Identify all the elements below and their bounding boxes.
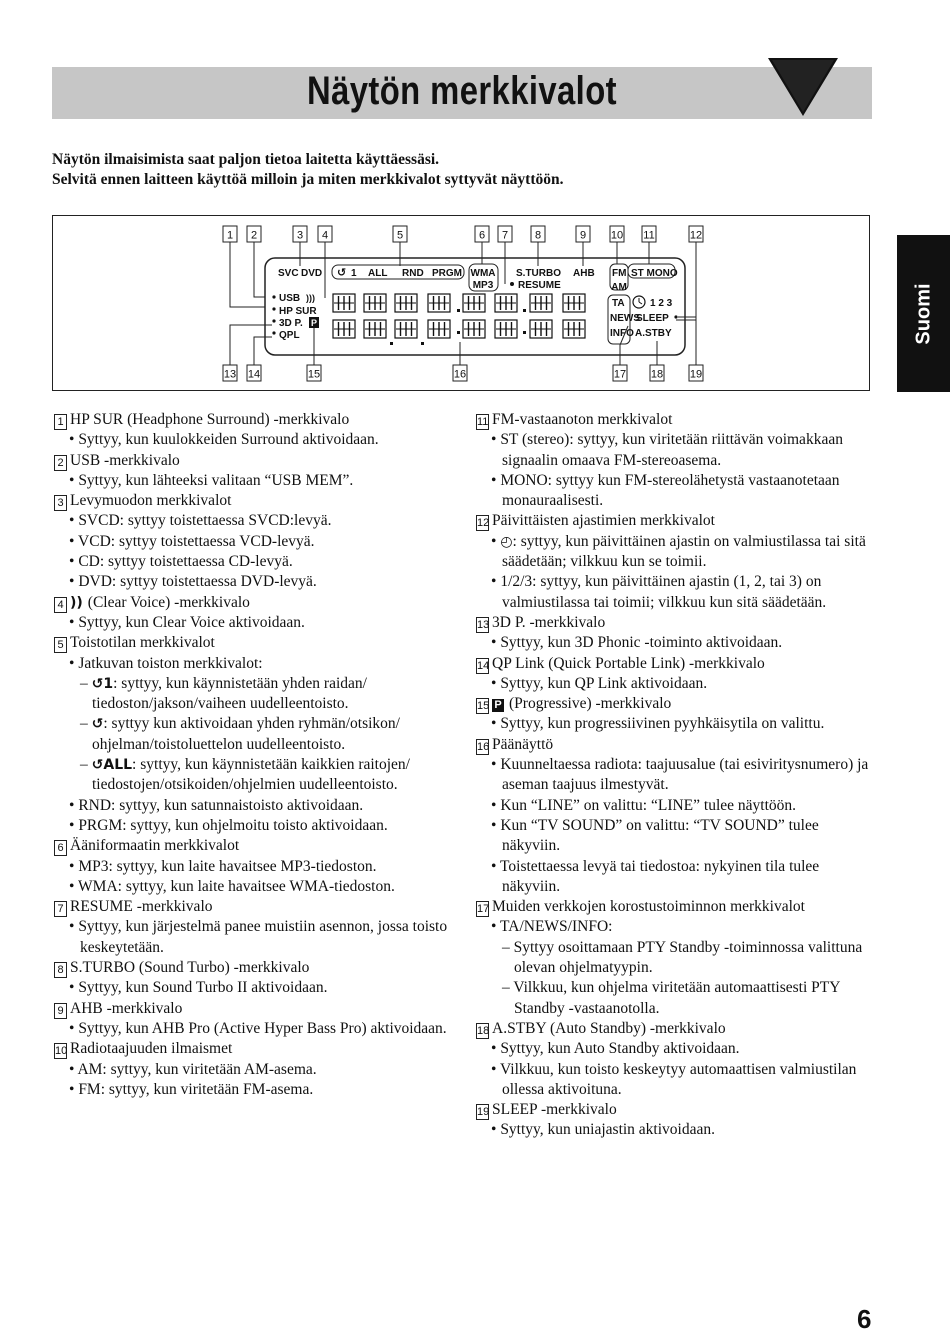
left-column	[54, 410, 459, 1100]
entry-title: Ääniformaatin merkkivalot	[70, 837, 240, 855]
sub-item	[54, 755, 459, 796]
entry	[476, 1019, 876, 1100]
item-text: MONO: syttyy kun FM-stereolähetystä vastaanotetaan monauraalisesti.	[500, 471, 840, 510]
language-tab	[897, 235, 950, 392]
dvd-indicator: DVD	[301, 268, 323, 279]
entry-title: RESUME -merkkivalo	[70, 898, 213, 916]
entry-title: A.STBY (Auto Standby) -merkkivalo	[492, 1019, 726, 1037]
item-text: Syttyy, kun AHB Pro (Active Hyper Bass Pro) aktivoidaan.	[78, 1019, 447, 1037]
intro-line: Näytön ilmaisimista saat paljon tietoa laitetta käyttäessäsi.	[52, 151, 440, 168]
entry-heading	[54, 1039, 459, 1059]
bullet-item	[476, 572, 876, 613]
bullet-item	[54, 1060, 459, 1080]
entry-heading	[476, 694, 876, 714]
leader-line	[254, 242, 265, 297]
item-text: Kun “TV SOUND” on valittu: “TV SOUND” tulee näkyviin.	[500, 816, 819, 855]
callout-number: 14	[477, 659, 490, 672]
bullet-item	[54, 654, 459, 674]
bullet-item	[54, 816, 459, 836]
entry-heading	[54, 633, 459, 653]
page-number: 6	[857, 1304, 872, 1334]
item-text: Toistettaessa levyä tai tiedostoa: nykyinen tila tulee näkyviin.	[500, 857, 820, 895]
entry-heading	[54, 958, 459, 978]
item-text: Vilkkuu, kun ohjelma viritetään automaattisesti PTY Standby -vastaanotolla.	[513, 979, 840, 1017]
callout-number: 10	[55, 1045, 68, 1058]
entry-heading	[54, 897, 459, 917]
indicator-dot	[272, 295, 275, 298]
item-text: Syttyy, kun lähteeksi valitaan “USB MEM”.	[78, 471, 354, 489]
callout-5-label: 5	[396, 229, 404, 242]
bullet-item	[476, 1120, 876, 1140]
wma-indicator: WMA	[470, 268, 496, 279]
item-text: Jatkuvan toiston merkkivalot:	[78, 654, 263, 672]
sleep-dot	[674, 315, 677, 318]
bullet-item	[476, 430, 876, 471]
callout-number: 15	[477, 700, 490, 713]
entry-title: Radiotaajuuden ilmaismet	[70, 1040, 233, 1058]
item-text: FM: syttyy, kun viritetään FM-asema.	[78, 1080, 314, 1098]
colon-dot	[457, 309, 460, 312]
bullet-item	[54, 552, 459, 572]
entry	[54, 1039, 459, 1100]
entry-title: Päivittäisten ajastimien merkkivalot	[492, 512, 715, 530]
item-text: Syttyy, kun 3D Phonic -toiminto aktivoidaan.	[500, 634, 783, 652]
entry	[54, 593, 459, 634]
indicator-icon: ↺	[91, 716, 104, 733]
callout-number: 1	[54, 414, 67, 430]
bullet-item	[54, 430, 459, 450]
callout-16-label: 16	[453, 368, 467, 381]
item-text: 1/2/3: syttyy, kun päivittäinen ajastin (1, 2, tai 3) on valmiustilassa tai toimii; vilkkuu kun sitä säädetään.	[500, 573, 827, 611]
clear-voice-icon: )))	[306, 293, 315, 303]
callout-13-label: 13	[223, 368, 237, 381]
entry-title: QP Link (Quick Portable Link) -merkkivalo	[492, 654, 765, 672]
callout-9-label: 9	[579, 229, 587, 242]
bullet-item	[54, 978, 459, 998]
entry	[476, 694, 876, 735]
hp-sur-indicator: HP SUR	[279, 306, 317, 317]
language-tab-label: Suomi	[912, 282, 934, 345]
sub-item	[476, 938, 876, 979]
decimal-dot	[421, 342, 424, 345]
entry-title: HP SUR (Headphone Surround) -merkkivalo	[70, 411, 350, 428]
callout-number: 5	[54, 637, 67, 653]
astby-indicator: A.STBY	[635, 328, 672, 339]
item-text: Syttyy, kun Clear Voice aktivoidaan.	[78, 613, 305, 631]
item-text: Syttyy, kun kuulokkeiden Surround aktivoidaan.	[78, 431, 379, 449]
right-column	[476, 410, 876, 1141]
entry	[476, 410, 876, 511]
item-text: Syttyy, kun progressiivinen pyyhkäisytila on valittu.	[500, 715, 825, 733]
entry	[476, 613, 876, 654]
am-indicator: AM	[611, 282, 627, 293]
sub-item	[54, 714, 459, 755]
item-text: SVCD: syttyy toistettaessa SVCD:levyä.	[78, 512, 332, 530]
entry-title: Päänäyttö	[492, 735, 554, 753]
intro-text	[52, 150, 872, 190]
item-text: WMA: syttyy, kun laite havaitsee WMA-tiedoston.	[78, 877, 395, 895]
item-text: Vilkkuu, kun toisto keskeytyy automaattisen valmiustilan ollessa aktivoituna.	[500, 1060, 857, 1098]
item-text: AM: syttyy, kun viritetään AM-asema.	[77, 1060, 317, 1078]
callout-15-label: 15	[307, 368, 321, 381]
callout-number: 7	[54, 901, 67, 917]
callout-8-label: 8	[534, 229, 542, 242]
callout-6-label: 6	[478, 229, 486, 242]
bullet-item	[476, 917, 876, 937]
entry-title: USB -merkkivalo	[70, 451, 180, 469]
entry	[54, 999, 459, 1040]
indicator-dot	[272, 307, 275, 310]
bullet-item	[54, 532, 459, 552]
all-indicator: ALL	[368, 268, 388, 279]
entry	[476, 654, 876, 695]
item-text: CD: syttyy toistettaessa CD-levyä.	[78, 553, 293, 571]
callout-7-label: 7	[501, 229, 509, 242]
mp3-indicator: MP3	[472, 280, 494, 291]
bullet-item	[476, 1060, 876, 1101]
callout-number: 16	[477, 740, 490, 753]
callout-number: 9	[54, 1003, 67, 1019]
callout-14-label: 14	[247, 368, 261, 381]
bullet-item	[54, 511, 459, 531]
entry-title: Toistotilan merkkivalot	[70, 634, 215, 652]
qpl-indicator: QPL	[279, 330, 300, 341]
ta-indicator: TA	[612, 298, 625, 309]
callout-1-label: 1	[226, 229, 234, 242]
item-text: : syttyy kun aktivoidaan yhden ryhmän/otsikon/ ohjelman/toistoluettelon uudelleentoisto.	[92, 715, 400, 753]
item-text: : syttyy, kun käynnistetään yhden raidan/ tiedoston/jakson/vaiheen uudelleentoisto.	[92, 674, 367, 713]
entry-heading	[54, 410, 459, 430]
callout-number: 18	[477, 1024, 490, 1037]
entry-title: SLEEP -merkkivalo	[492, 1101, 617, 1119]
item-text: Syttyy, kun Sound Turbo II aktivoidaan.	[78, 979, 328, 997]
item-text: MP3: syttyy, kun laite havaitsee MP3-tiedoston.	[78, 857, 377, 875]
item-text: Syttyy, kun järjestelmä panee muistiin asennon, jossa toisto keskeytetään.	[78, 918, 448, 956]
sleep-indicator: SLEEP	[636, 313, 669, 324]
bullet-item	[476, 1039, 876, 1059]
sub-item	[476, 978, 876, 1019]
indicator-dot	[272, 331, 275, 334]
entry-title: 3D P. -merkkivalo	[492, 613, 606, 631]
resume-dot	[510, 282, 514, 286]
item-text: Syttyy, kun uniajastin aktivoidaan.	[500, 1121, 715, 1139]
bullet-item	[54, 857, 459, 877]
entry	[54, 410, 459, 451]
bullet-item	[54, 613, 459, 633]
entry-heading	[476, 897, 876, 917]
callout-11-label: 11	[643, 229, 655, 242]
sub-item	[54, 674, 459, 715]
entry	[54, 633, 459, 836]
bullet-item	[54, 877, 459, 897]
prgm-indicator: PRGM	[432, 268, 462, 279]
bullet-item	[54, 796, 459, 816]
entry-heading	[476, 1019, 876, 1039]
entry-heading	[476, 1100, 876, 1120]
bullet-item	[476, 755, 876, 796]
fm-indicator: FM	[612, 268, 627, 279]
callout-17-label: 17	[613, 368, 627, 381]
bullet-item	[476, 714, 876, 734]
callout-number: 12	[477, 517, 490, 530]
bullet-item	[476, 633, 876, 653]
entry-heading	[476, 654, 876, 674]
bullet-item	[54, 471, 459, 491]
entry-heading	[476, 735, 876, 755]
indicator-icon: ↺1	[91, 675, 114, 692]
repeat-icon: ↺	[337, 267, 347, 279]
entry-heading	[54, 491, 459, 511]
usb-indicator: USB	[279, 293, 301, 304]
news-indicator: NEWS	[610, 313, 640, 324]
bullet-item	[476, 471, 876, 512]
entry-heading	[476, 410, 876, 430]
callout-number: 2	[54, 455, 67, 471]
item-text: ST (stereo): syttyy, kun viritetään riittävän voimakkaan signaalin omaava FM-stereoasema.	[500, 431, 843, 469]
entry	[476, 511, 876, 612]
bullet-item	[54, 1080, 459, 1100]
callout-number: 19	[477, 1106, 490, 1119]
entry-title: S.TURBO (Sound Turbo) -merkkivalo	[70, 959, 310, 977]
resume-indicator: RESUME	[518, 280, 561, 291]
item-text: Syttyy osoittamaan PTY Standby -toiminnossa valittuna olevan ohjelmatyypin.	[513, 938, 863, 977]
bullet-item	[54, 917, 459, 958]
callout-number: 6	[54, 840, 67, 856]
entry-heading	[54, 836, 459, 856]
entry-title: FM-vastaanoton merkkivalot	[492, 411, 673, 428]
callout-2-label: 2	[250, 229, 258, 242]
title-triangle-icon	[768, 58, 840, 120]
entry-heading	[54, 593, 459, 613]
bullet-item	[476, 816, 876, 857]
entry-title: Muiden verkkojen korostustoiminnon merkkivalot	[492, 898, 805, 916]
indicator-dot	[272, 319, 275, 322]
3d-phonic-indicator: 3D P.	[279, 318, 303, 329]
callout-number: 3	[54, 495, 67, 511]
repeat-one-indicator: 1	[351, 268, 357, 279]
entry	[54, 958, 459, 999]
entry	[476, 897, 876, 1019]
entry	[54, 836, 459, 897]
bullet-item	[476, 857, 876, 898]
entry	[54, 897, 459, 958]
entry-heading	[476, 511, 876, 531]
info-indicator: INFO	[610, 328, 634, 339]
bullet-item	[476, 674, 876, 694]
item-text: RND: syttyy, kun satunnaistoisto aktivoidaan.	[78, 796, 364, 814]
item-text: : syttyy, kun päivittäinen ajastin on valmiustilassa tai sitä säädetään; vilkkuu kun se toimii.	[502, 532, 866, 571]
ahb-indicator: AHB	[573, 268, 595, 279]
indicator-icon: ↺ALL	[91, 757, 133, 774]
entry-title: (Progressive) -merkkivalo	[509, 695, 672, 713]
item-text: DVD: syttyy toistettaessa DVD-levyä.	[78, 573, 317, 591]
callout-number: 13	[477, 618, 490, 631]
callout-12-label: 12	[689, 229, 703, 242]
item-text: Syttyy, kun Auto Standby aktivoidaan.	[500, 1040, 740, 1058]
entry-heading	[54, 999, 459, 1019]
callout-number: 17	[477, 903, 490, 916]
intro-line: Selvitä ennen laitteen käyttöä milloin ja miten merkkivalot syttyvät näyttöön.	[52, 171, 564, 188]
progressive-icon: P	[492, 699, 504, 712]
entry	[476, 735, 876, 897]
callout-number: 11	[477, 416, 489, 428]
callout-19-label: 19	[689, 368, 703, 381]
rnd-indicator: RND	[402, 268, 424, 279]
entry-title: (Clear Voice) -merkkivalo	[87, 593, 250, 611]
entry-heading	[54, 451, 459, 471]
st-mono-indicator: ST MONO	[631, 268, 678, 279]
callout-number: 8	[54, 962, 67, 978]
svc-indicator: SVC	[278, 268, 299, 279]
bullet-item	[54, 572, 459, 592]
bullet-item	[54, 1019, 459, 1039]
timer-123-indicator: 1 2 3	[650, 298, 673, 309]
progressive-label: P	[310, 318, 318, 328]
item-text: Syttyy, kun QP Link aktivoidaan.	[500, 674, 708, 692]
callout-4-label: 4	[321, 229, 329, 242]
page-title: Näytön merkkivalot	[307, 69, 617, 113]
entry-title: Levymuodon merkkivalot	[70, 492, 232, 510]
colon-dot	[457, 331, 460, 334]
entry	[54, 451, 459, 492]
display-diagram	[52, 215, 870, 391]
indicator-icon: ◴	[500, 533, 513, 550]
display-svg	[53, 216, 871, 392]
callout-18-label: 18	[650, 368, 664, 381]
callout-number: 4	[54, 597, 67, 613]
item-text: Kun “LINE” on valittu: “LINE” tulee näyttöön.	[500, 796, 797, 814]
entry	[54, 491, 459, 592]
sturbo-indicator: S.TURBO	[516, 268, 561, 279]
callout-3-label: 3	[296, 229, 304, 242]
bullet-item	[476, 796, 876, 816]
callout-10-label: 10	[610, 229, 624, 242]
decimal-dot	[390, 342, 393, 345]
clear-voice-icon: ))	[70, 594, 83, 611]
colon-dot	[523, 331, 526, 334]
entry-heading	[476, 613, 876, 633]
entry	[476, 1100, 876, 1141]
bullet-item	[476, 532, 876, 573]
title-bar	[52, 67, 872, 119]
item-text: VCD: syttyy toistettaessa VCD-levyä.	[78, 532, 315, 550]
item-text: PRGM: syttyy, kun ohjelmoitu toisto aktivoidaan.	[78, 816, 388, 834]
colon-dot	[523, 309, 526, 312]
item-text: TA/NEWS/INFO:	[500, 918, 613, 936]
item-text: Kuunneltaessa radiota: taajuusalue (tai esiviritysnumero) ja aseman taajuus ilmestyvät.	[500, 756, 869, 794]
item-text: : syttyy, kun käynnistetään kaikkien raitojen/ tiedostojen/otsikoiden/ohjelmien uudelleentoisto.	[92, 756, 410, 794]
entry-title: AHB -merkkivalo	[70, 999, 183, 1017]
